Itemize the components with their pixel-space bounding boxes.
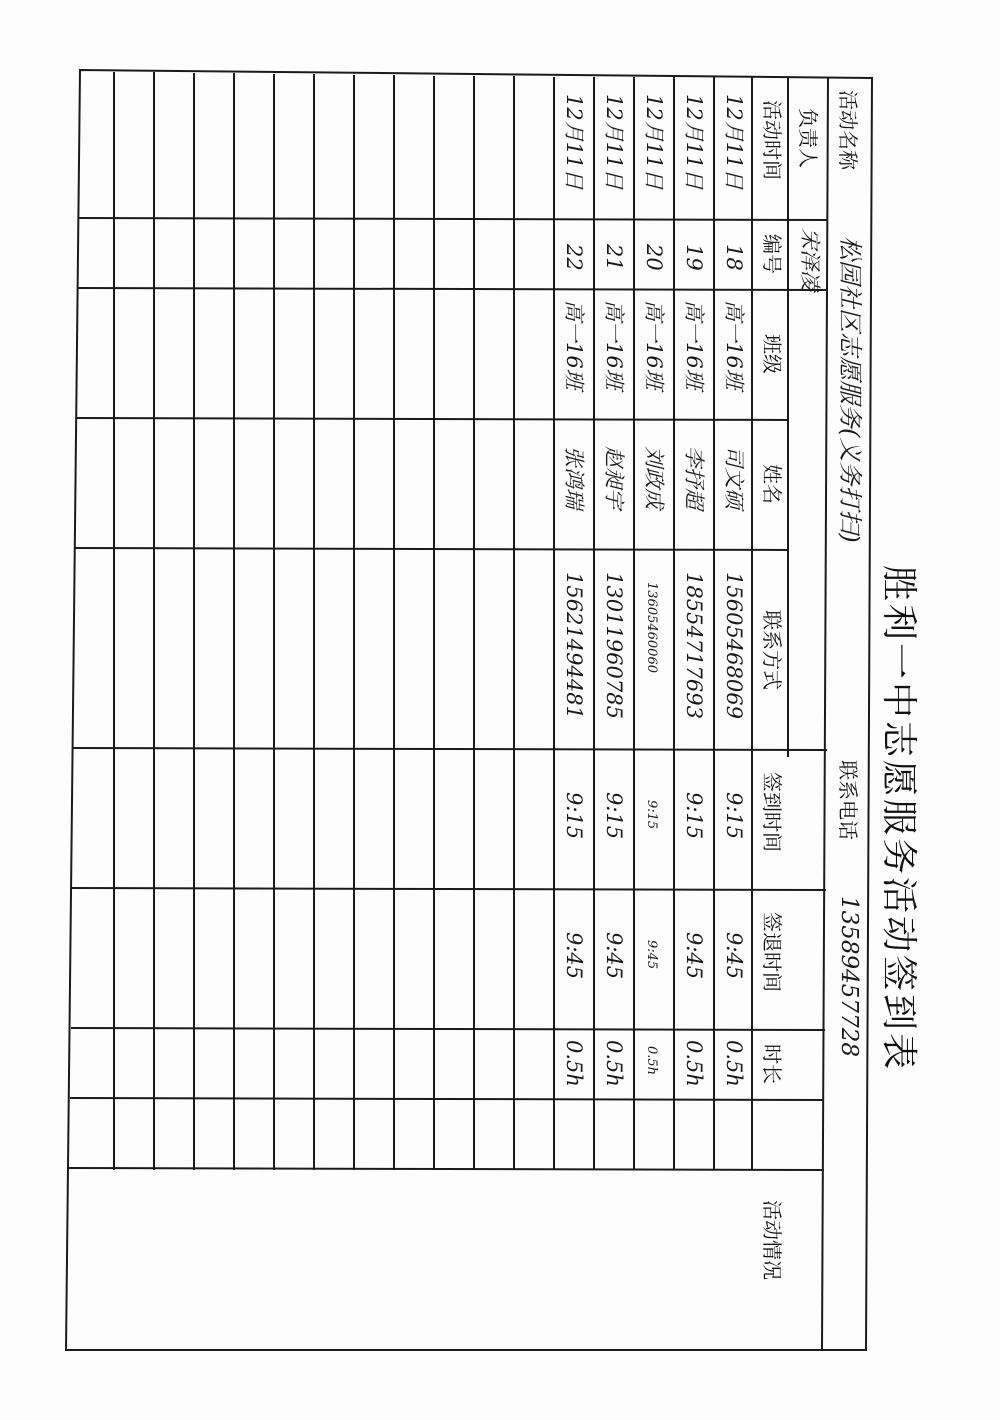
header-duration: 时长 — [760, 1044, 784, 1084]
activity-name-label: 活动名称 — [836, 90, 860, 170]
row-date: 12月11日 — [562, 94, 586, 190]
row-class: 高一16班 — [682, 300, 706, 390]
row-duration: 0.5h — [644, 1046, 659, 1076]
header-sign-in-time: 签到时间 — [760, 772, 784, 852]
row-sign-out: 9:45 — [682, 932, 706, 980]
activity-situation-label: 活动情况 — [760, 1200, 784, 1280]
row-number: 19 — [682, 244, 706, 271]
row-class: 高一16班 — [602, 300, 626, 390]
form-title: 胜利一中志愿服务活动签到表 — [878, 565, 919, 1073]
activity-name-value: 松园社区志愿服务(义务打扫) — [836, 236, 864, 543]
header-number: 编号 — [760, 234, 784, 274]
header-name: 姓名 — [760, 464, 784, 504]
row-sign-in: 9:15 — [682, 792, 706, 840]
leader-label: 负责人 — [796, 108, 820, 168]
row-duration: 0.5h — [722, 1040, 746, 1087]
row-number: 20 — [642, 244, 666, 271]
row-sign-out: 9:45 — [602, 932, 626, 980]
row-name: 李抒超 — [682, 446, 706, 509]
row-contact: 18554717693 — [682, 572, 706, 719]
row-number: 18 — [722, 244, 746, 271]
row-contact: 15621494481 — [562, 572, 586, 719]
row-sign-in: 9:15 — [602, 792, 626, 840]
row-duration: 0.5h — [682, 1040, 706, 1087]
leader-value: 宋泽凌 — [798, 228, 822, 291]
row-contact: 13011960785 — [602, 572, 626, 719]
row-contact: 15605468069 — [722, 572, 746, 719]
row-sign-in: 9:15 — [722, 792, 746, 840]
row-sign-in: 9:15 — [644, 800, 659, 830]
row-duration: 0.5h — [602, 1040, 626, 1087]
header-class: 班级 — [760, 334, 784, 374]
row-date: 12月11日 — [642, 94, 666, 190]
row-sign-out: 9:45 — [722, 932, 746, 980]
contact-phone-label: 联系电话 — [836, 760, 860, 840]
row-number: 21 — [602, 244, 626, 271]
row-name: 张鸿瑞 — [562, 446, 586, 509]
contact-phone-value: 13589457728 — [836, 896, 862, 1057]
header-sign-out-time: 签退时间 — [760, 912, 784, 992]
row-date: 12月11日 — [682, 94, 706, 190]
row-class: 高一16班 — [642, 300, 666, 390]
header-contact: 联系方式 — [760, 610, 784, 690]
header-activity-time: 活动时间 — [760, 100, 784, 180]
row-name: 刘政成 — [642, 446, 666, 509]
row-name: 赵昶宇 — [602, 446, 626, 509]
row-sign-out: 9:45 — [562, 932, 586, 980]
row-class: 高一16班 — [562, 300, 586, 390]
row-sign-out: 9:45 — [644, 940, 659, 970]
row-number: 22 — [562, 244, 586, 271]
row-duration: 0.5h — [562, 1040, 586, 1087]
row-sign-in: 9:15 — [562, 792, 586, 840]
row-date: 12月11日 — [722, 94, 746, 190]
row-date: 12月11日 — [602, 94, 626, 190]
row-contact: 13605460060 — [644, 582, 659, 673]
row-class: 高一16班 — [722, 300, 746, 390]
row-name: 司文硕 — [722, 446, 746, 509]
